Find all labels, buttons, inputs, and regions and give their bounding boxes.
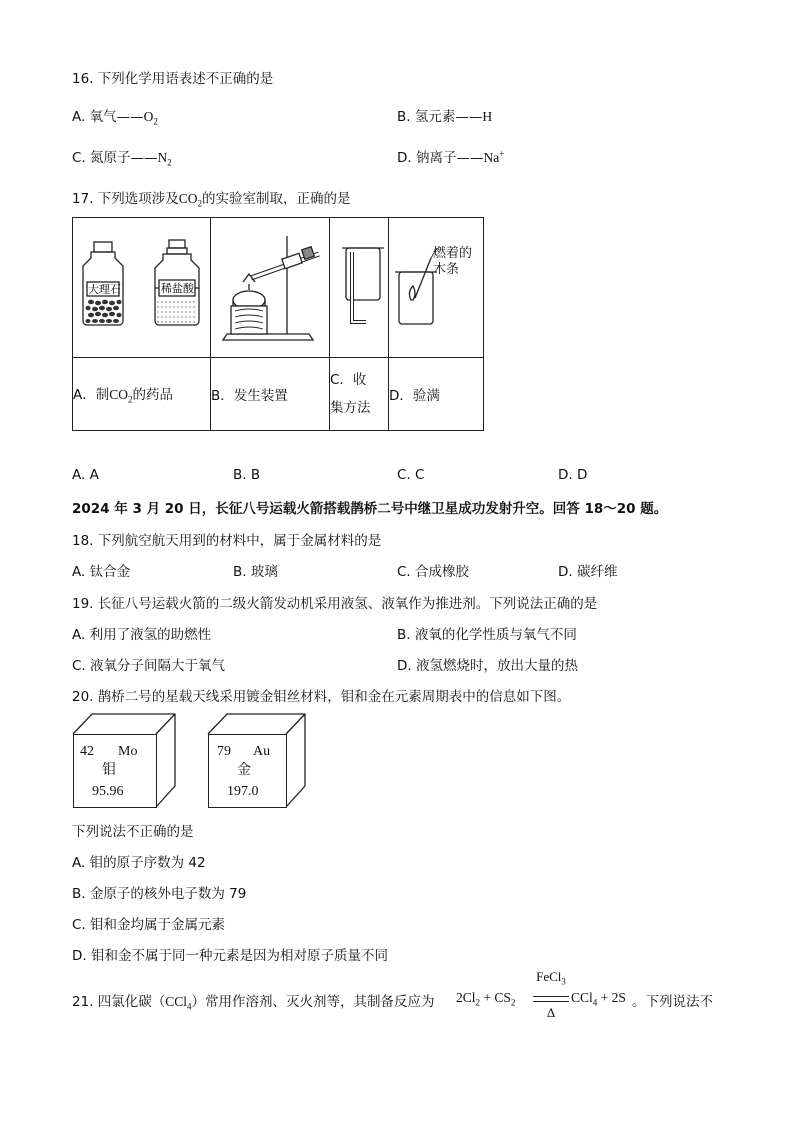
- reagent-bottles-figure: [73, 218, 210, 353]
- delivery-tube: [352, 252, 366, 322]
- option-label: C. 氮原子——: [72, 150, 158, 166]
- q19-option-a: A. 利用了液氢的助燃性: [72, 627, 212, 643]
- formula: Na+: [483, 148, 505, 165]
- flame: [409, 286, 415, 300]
- q16-option-b: [397, 105, 492, 125]
- gas-bottle: [399, 272, 433, 324]
- atomic-number: 79: [217, 744, 231, 759]
- q18-option-d: D. 碳纤维: [558, 564, 618, 580]
- q18-option-c: C. 合成橡胶: [397, 564, 470, 580]
- marble-label: 大理石: [88, 283, 121, 296]
- q20-option-a: A. 钼的原子序数为 42: [72, 855, 206, 871]
- q18-option-a: A. 钛合金: [72, 564, 131, 580]
- reagents-figure-cell: [73, 218, 211, 358]
- reaction-arrow: [533, 996, 569, 1002]
- test-figure-cell: [389, 218, 484, 358]
- acid-liquid: [157, 302, 197, 322]
- q16-option-d: [397, 146, 504, 166]
- atomic-mass: 95.96: [92, 784, 124, 799]
- generator-apparatus-figure: [211, 218, 329, 353]
- q18-option-b: B. 玻璃: [233, 564, 278, 580]
- collection-figure-cell: [330, 218, 389, 358]
- generator-figure-cell: [211, 218, 330, 358]
- group-intro: 2024 年 3 月 20 日，长征八号运载火箭搭载鹊桥二号中继卫星成功发射升空。回答 18～20 题。: [72, 501, 668, 517]
- q20-option-d: D. 钼和金不属于同一种元素是因为相对原子质量不同: [72, 948, 388, 964]
- burning-stick-label: 燃着的 木条: [433, 246, 473, 277]
- formula: $N_2$: [157, 150, 172, 168]
- q20-option-c: C. 钼和金均属于金属元素: [72, 917, 226, 933]
- cell-c: C．收 集方法: [330, 358, 389, 431]
- q16-stem: 16. 下列化学用语表述不正确的是: [72, 71, 274, 87]
- heat-symbol: Δ: [546, 1005, 556, 1020]
- acid-label: 稀盐酸: [161, 282, 194, 295]
- element-symbol: Au: [253, 744, 271, 759]
- q17-option-b: B. B: [233, 467, 261, 483]
- atomic-number: 42: [80, 744, 94, 759]
- element-name: 金: [237, 762, 251, 778]
- q19-stem: 19. 长征八号运载火箭的二级火箭发动机采用液氢、液氧作为推进剂。下列说法正确的是: [72, 596, 598, 612]
- q19-option-d: D. 液氢燃烧时，放出大量的热: [397, 658, 578, 674]
- q17-option-c: C. C: [397, 467, 425, 483]
- element-name: 钼: [102, 762, 116, 778]
- q21-stem-end: 。下列说法不: [632, 994, 713, 1010]
- clamp: [282, 253, 302, 268]
- q18-stem: 18. 下列航空航天用到的材料中，属于金属材料的是: [72, 533, 382, 549]
- q17-stem: 17. 下列选项涉及$CO_2$的实验室制取，正确的是: [72, 191, 351, 209]
- q21-stem: 21. 四氯化碳（CCl$_4$）常用作溶剂、灭火剂等，其制备反应为: [72, 994, 435, 1012]
- wood-stick: [415, 258, 431, 298]
- q16-option-a: [72, 105, 158, 127]
- option-label: B. 氢元素——: [397, 109, 483, 125]
- atomic-mass: 197.0: [227, 784, 259, 799]
- cell-a: A．制$CO_2$的药品: [73, 358, 211, 431]
- burning-stick-figure: [389, 220, 483, 355]
- element-tile-mo: [72, 712, 176, 808]
- apparatus-table: [72, 217, 484, 431]
- q20-stem: 20. 鹊桥二号的星载天线采用镀金钼丝材料，钼和金在元素周期表中的信息如下图。: [72, 689, 571, 705]
- element-tile-au: [207, 712, 306, 808]
- q17-option-d: D. D: [558, 467, 588, 483]
- q16-option-c: [72, 146, 172, 168]
- formula: $O_2$: [143, 109, 158, 127]
- reaction-right: CCl$_4$ + 2S: [571, 990, 626, 1008]
- collection-apparatus-figure: [330, 218, 388, 353]
- cell-b: B．发生装置: [211, 358, 330, 431]
- formula: H: [482, 109, 493, 124]
- reaction-left: $2Cl_2 + CS_2$: [456, 990, 516, 1008]
- stand-base: [223, 334, 313, 340]
- q20-sub-stem: 下列说法不正确的是: [72, 824, 194, 840]
- option-label: D. 钠离子——: [397, 150, 484, 166]
- element-symbol: Mo: [118, 744, 138, 759]
- q19-option-c: C. 液氧分子间隔大于氧气: [72, 658, 226, 674]
- option-label: A. 氧气——: [72, 109, 144, 125]
- q17-option-a: A. A: [72, 467, 99, 483]
- marble-pieces: [86, 300, 122, 323]
- cell-d: D．验满: [389, 358, 484, 431]
- q19-option-b: B. 液氧的化学性质与氧气不同: [397, 627, 577, 643]
- catalyst-label: FeCl$_3$: [536, 969, 566, 987]
- q20-option-b: B. 金原子的核外电子数为 79: [72, 886, 247, 902]
